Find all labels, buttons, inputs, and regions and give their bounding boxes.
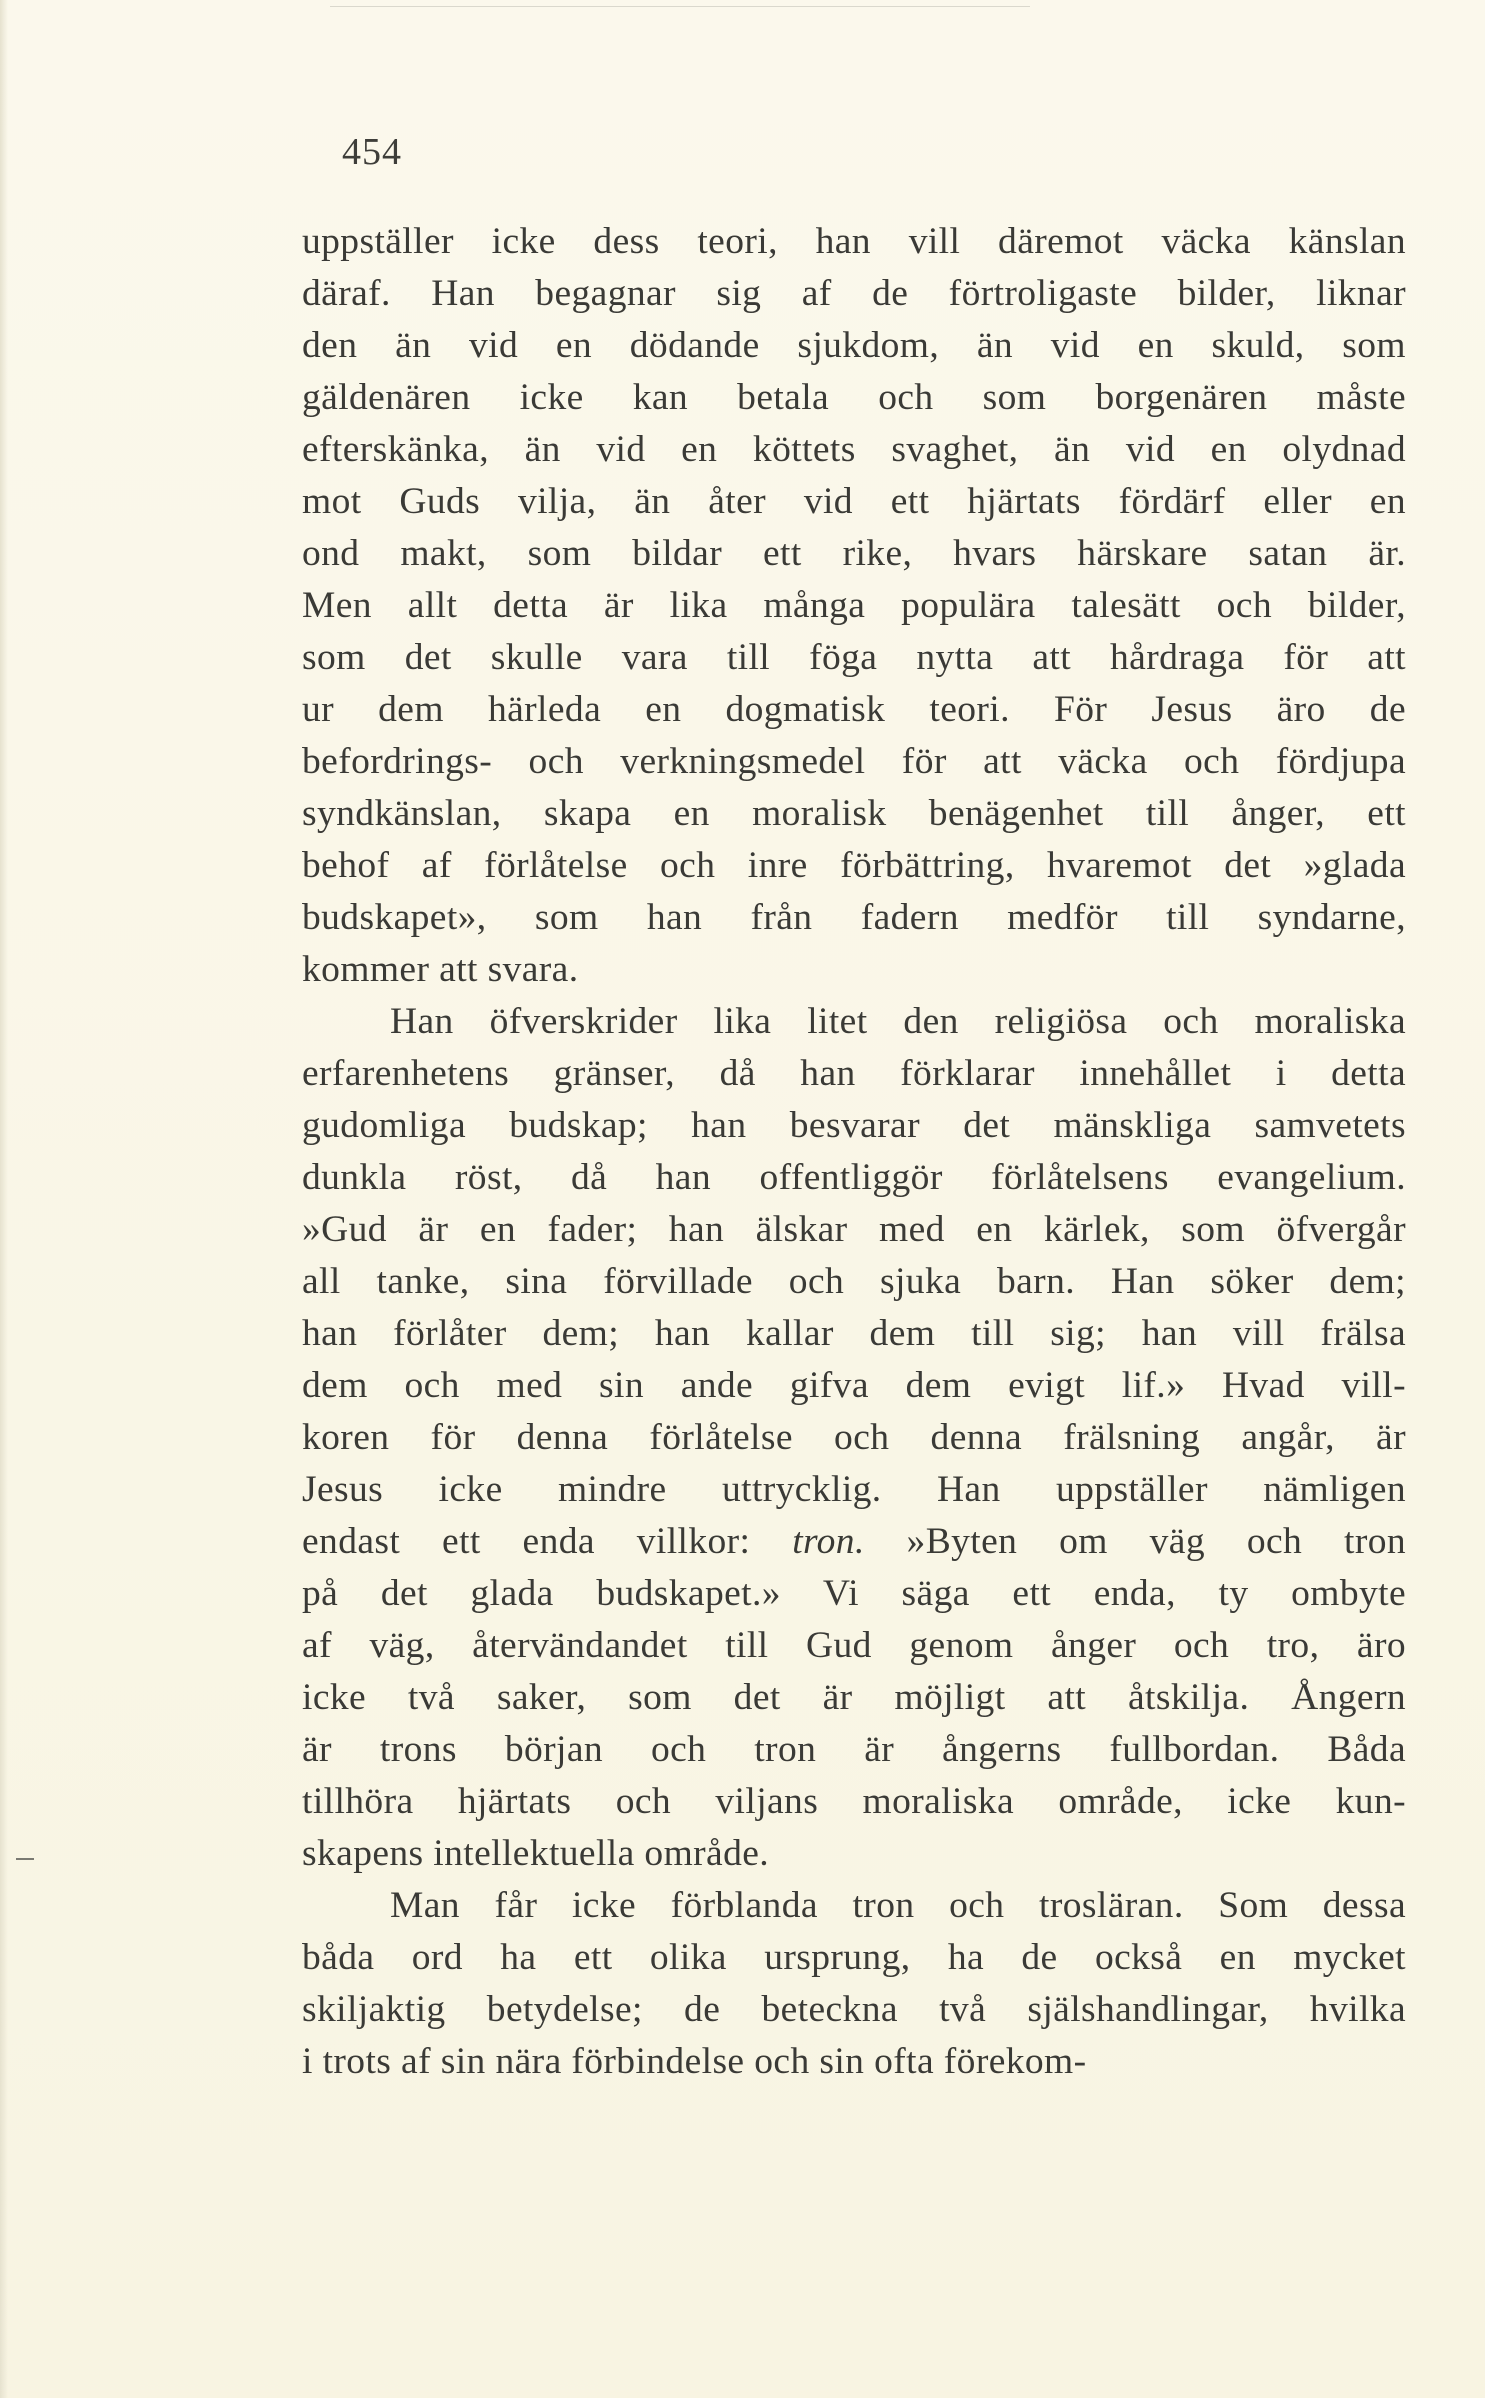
text-line: syndkänslan, skapa en moralisk benägenhet till ånger, ett [302,793,1406,834]
text-line: den än vid en dödande sjukdom, än vid en skuld, som [302,325,1406,366]
text-line: är trons början och tron är ångerns fullbordan. Båda [302,1729,1406,1770]
text-line: »Gud är en fader; han älskar med en kärlek, som öfvergår [302,1209,1406,1250]
text-line: tillhöra hjärtats och viljans moraliska område, icke kun- [302,1781,1406,1822]
text-line: Men allt detta är lika många populära talesätt och bilder, [302,585,1406,626]
text-line: icke två saker, som det är möjligt att åtskilja. Ångern [302,1677,1406,1718]
body-text [302,216,1406,2088]
text-line: skiljaktig betydelse; de beteckna två själshandlingar, hvilka [302,1989,1406,2030]
text-line: ur dem härleda en dogmatisk teori. För Jesus äro de [302,689,1406,730]
text-line: han förlåter dem; han kallar dem till sig; han vill frälsa [302,1313,1406,1354]
text-line: af väg, återvändandet till Gud genom ånger och tro, äro [302,1625,1406,1666]
text-line: båda ord ha ett olika ursprung, ha de också en mycket [302,1937,1406,1978]
text-line: gudomliga budskap; han besvarar det mänskliga samvetets [302,1105,1406,1146]
italic-word: tron. [792,1521,865,1562]
text-line: all tanke, sina förvillade och sjuka barn. Han söker dem; [302,1261,1406,1302]
text-line: budskapet», som han från fadern medför till syndarne, [302,897,1406,938]
text-line: befordrings- och verkningsmedel för att väcka och fördjupa [302,741,1406,782]
text-line: efterskänka, än vid en köttets svaghet, än vid en olydnad [302,429,1406,470]
text-line: som det skulle vara till föga nytta att hårdraga för att [302,637,1406,678]
text-line: gäldenären icke kan betala och som borgenären måste [302,377,1406,418]
text-line: dunkla röst, då han offentliggör förlåtelsens evangelium. [302,1157,1406,1198]
text-line: i trots af sin nära förbindelse och sin ofta förekom- [302,2041,1087,2082]
text-line: dem och med sin ande gifva dem evigt lif.» Hvad vill- [302,1365,1406,1406]
page-number: 454 [342,131,402,173]
margin-dash-mark [16,1858,34,1860]
text-line: erfarenhetens gränser, då han förklarar innehållet i detta [302,1053,1406,1094]
text-line: ond makt, som bildar ett rike, hvars härskare satan är. [302,533,1406,574]
text-line: Jesus icke mindre uttrycklig. Han uppställer nämligen [302,1469,1406,1510]
text-line: uppställer icke dess teori, han vill däremot väcka känslan [302,221,1406,262]
text-line: endast ett enda villkor: tron. »Byten om väg och tron [302,1521,1406,1562]
text-line: däraf. Han begagnar sig af de förtroligaste bilder, liknar [302,273,1406,314]
text-line: mot Guds vilja, än åter vid ett hjärtats fördärf eller en [302,481,1406,522]
page-edge-shadow [0,0,8,2398]
text-line: behof af förlåtelse och inre förbättring, hvaremot det »glada [302,845,1406,886]
text-line: koren för denna förlåtelse och denna frälsning angår, är [302,1417,1406,1458]
top-edge-mark [330,6,1030,7]
paragraph [302,216,1406,996]
paragraph [302,1880,1406,2088]
text-line: kommer att svara. [302,949,579,990]
paragraph [302,996,1406,1880]
text-line: på det glada budskapet.» Vi säga ett enda, ty ombyte [302,1573,1406,1614]
text-line: Han öfverskrider lika litet den religiösa och moraliska [390,1001,1406,1042]
text-line: Man får icke förblanda tron och trosläran. Som dessa [390,1885,1406,1926]
text-line: skapens intellektuella område. [302,1833,770,1874]
